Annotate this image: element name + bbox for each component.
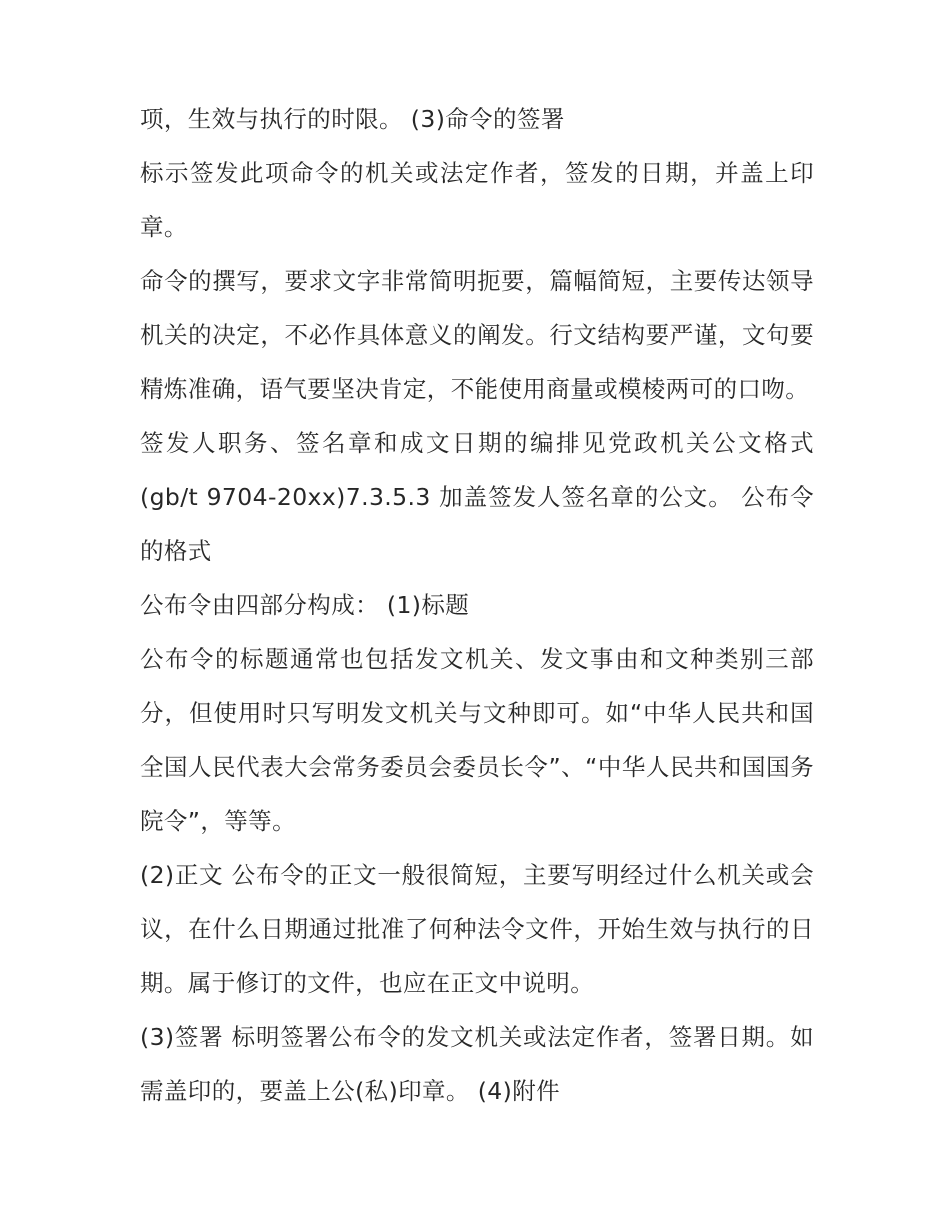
paragraph: 标示签发此项命令的机关或法定作者，签发的日期，并盖上印章。	[140, 159, 814, 241]
paragraph: (3)签署 标明签署公布令的发文机关或法定作者，签署日期。如需盖印的，要盖上公(私)印章。 (4)附件	[140, 1023, 814, 1105]
paragraph: 公布令由四部分构成： (1)标题	[140, 591, 470, 619]
paragraph: 命令的撰写，要求文字非常简明扼要，篇幅简短，主要传达领导机关的决定，不必作具体意义的阐发。行文结构要严谨，文句要精炼准确，语气要坚决肯定，不能使用商量或模棱两可的口吻。	[140, 267, 814, 403]
paragraph: 项，生效与执行的时限。 (3)命令的签署	[140, 105, 565, 133]
paragraph: 签发人职务、签名章和成文日期的编排见党政机关公文格式(gb/t 9704-20xx)7.3.5.3 加盖签发人签名章的公文。 公布令的格式	[140, 429, 814, 565]
paragraph: 公布令的标题通常也包括发文机关、发文事由和文种类别三部分，但使用时只写明发文机关与文种即可。如“中华人民共和国全国人民代表大会常务委员会委员长令”、“中华人民共和国国务院令”，等等。	[140, 645, 814, 835]
document-body	[140, 92, 814, 1118]
paragraph: (2)正文 公布令的正文一般很简短，主要写明经过什么机关或会议，在什么日期通过批准了何种法令文件，开始生效与执行的日期。属于修订的文件，也应在正文中说明。	[140, 861, 814, 997]
